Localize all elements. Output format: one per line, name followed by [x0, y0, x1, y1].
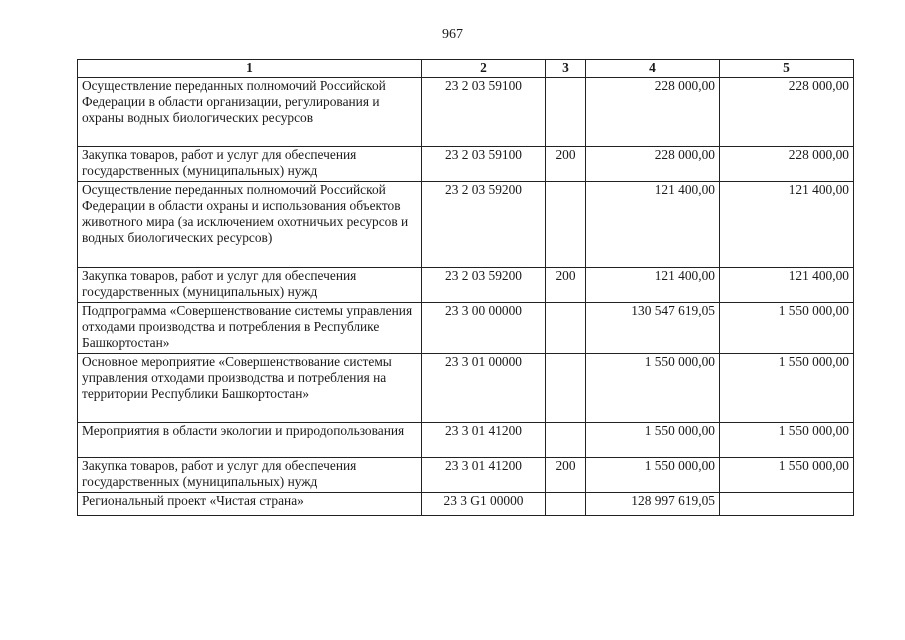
table-row — [78, 493, 854, 516]
table-row — [78, 354, 854, 423]
amount-col-5: 121 400,00 — [720, 268, 854, 303]
item-name: Подпрограмма «Совершенствование системы управления отходами производства и потребления в Республике Башкортостан» — [78, 303, 422, 354]
budget-table — [77, 59, 854, 516]
expense-type — [546, 493, 586, 516]
budget-code: 23 2 03 59200 — [422, 268, 546, 303]
amount-col-5: 228 000,00 — [720, 78, 854, 147]
amount-col-4: 121 400,00 — [586, 182, 720, 268]
item-name: Осуществление переданных полномочий Российской Федерации в области охраны и использования объектов животного мира (за исключением охотничьих ресурсов и водных биологических ресурсов) — [78, 182, 422, 268]
amount-col-5: 121 400,00 — [720, 182, 854, 268]
page-number: 967 — [442, 27, 463, 42]
table-header-row — [78, 60, 854, 78]
budget-code: 23 3 01 41200 — [422, 458, 546, 493]
expense-type — [546, 78, 586, 147]
expense-type: 200 — [546, 268, 586, 303]
amount-col-4: 130 547 619,05 — [586, 303, 720, 354]
amount-col-4: 1 550 000,00 — [586, 423, 720, 458]
amount-col-4: 1 550 000,00 — [586, 354, 720, 423]
header-col-4: 4 — [586, 60, 720, 78]
header-col-5: 5 — [720, 60, 854, 78]
budget-code: 23 2 03 59100 — [422, 147, 546, 182]
table-row — [78, 303, 854, 354]
header-col-3: 3 — [546, 60, 586, 78]
amount-col-4: 228 000,00 — [586, 147, 720, 182]
item-name: Закупка товаров, работ и услуг для обеспечения государственных (муниципальных) нужд — [78, 458, 422, 493]
budget-code: 23 3 01 41200 — [422, 423, 546, 458]
amount-col-4: 128 997 619,05 — [586, 493, 720, 516]
amount-col-4: 1 550 000,00 — [586, 458, 720, 493]
table-row — [78, 182, 854, 268]
expense-type: 200 — [546, 147, 586, 182]
header-col-2: 2 — [422, 60, 546, 78]
expense-type — [546, 423, 586, 458]
amount-col-5: 1 550 000,00 — [720, 423, 854, 458]
expense-type — [546, 303, 586, 354]
budget-code: 23 3 01 00000 — [422, 354, 546, 423]
expense-type: 200 — [546, 458, 586, 493]
budget-code: 23 2 03 59100 — [422, 78, 546, 147]
amount-col-4: 228 000,00 — [586, 78, 720, 147]
item-name: Закупка товаров, работ и услуг для обеспечения государственных (муниципальных) нужд — [78, 147, 422, 182]
table-row — [78, 268, 854, 303]
expense-type — [546, 182, 586, 268]
amount-col-4: 121 400,00 — [586, 268, 720, 303]
amount-col-5: 1 550 000,00 — [720, 303, 854, 354]
item-name: Региональный проект «Чистая страна» — [78, 493, 422, 516]
table-row — [78, 147, 854, 182]
budget-code: 23 3 G1 00000 — [422, 493, 546, 516]
budget-code: 23 2 03 59200 — [422, 182, 546, 268]
header-col-1: 1 — [78, 60, 422, 78]
item-name: Мероприятия в области экологии и природопользования — [78, 423, 422, 458]
item-name: Осуществление переданных полномочий Российской Федерации в области организации, регулирования и охраны водных биологических ресурсов — [78, 78, 422, 147]
item-name: Основное мероприятие «Совершенствование системы управления отходами производства и потребления на территории Республики Башкортостан» — [78, 354, 422, 423]
amount-col-5: 1 550 000,00 — [720, 354, 854, 423]
amount-col-5: 1 550 000,00 — [720, 458, 854, 493]
item-name: Закупка товаров, работ и услуг для обеспечения государственных (муниципальных) нужд — [78, 268, 422, 303]
table-row — [78, 458, 854, 493]
expense-type — [546, 354, 586, 423]
budget-code: 23 3 00 00000 — [422, 303, 546, 354]
amount-col-5: 228 000,00 — [720, 147, 854, 182]
amount-col-5 — [720, 493, 854, 516]
table-row — [78, 78, 854, 147]
table-row — [78, 423, 854, 458]
